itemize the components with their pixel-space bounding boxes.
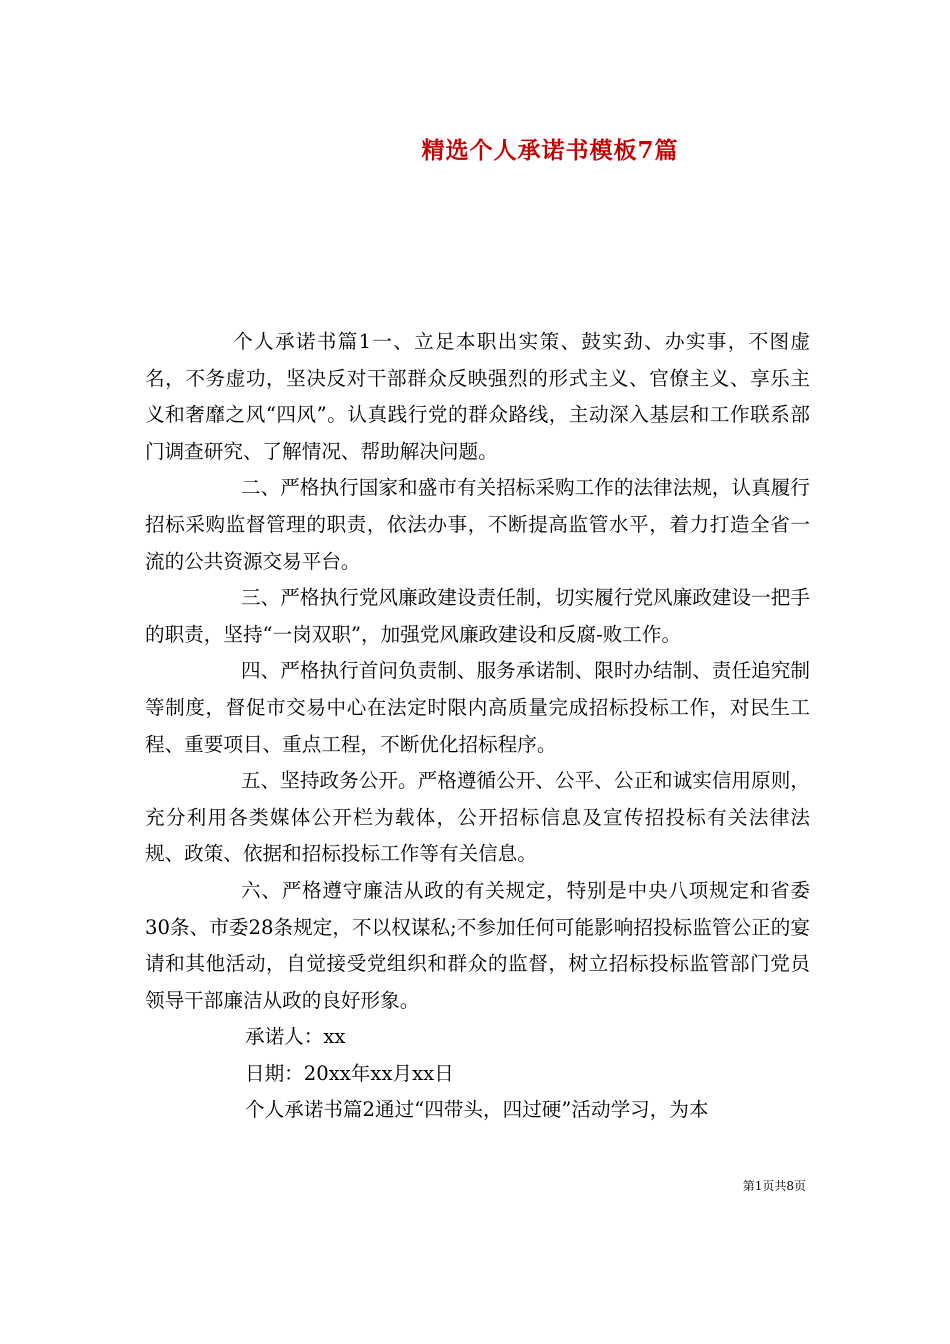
page-number-footer: 第1页共8页 bbox=[742, 1179, 806, 1193]
continuation-line: 个人承诺书篇2通过“四带头，四过硬”活动学习，为本 bbox=[245, 1098, 709, 1122]
date-line: 日期：20xx年xx月xx日 bbox=[245, 1061, 454, 1085]
document-title: 精选个人承诺书模板7篇 bbox=[421, 137, 679, 164]
paragraph-5: 五、坚持政务公开。严格遵循公开、公平、公正和诚实信用原则，充分利用各类媒体公开栏为载体，公开招标信息及宣传招投标有关法律法规、政策、依据和招标投标工作等有关信息。 bbox=[145, 769, 810, 866]
signer-line: 承诺人：xx bbox=[245, 1025, 346, 1049]
paragraph-4: 四、严格执行首问负责制、服务承诺制、限时办结制、责任追究制等制度，督促市交易中心在法定时限内高质量完成招标投标工作，对民生工程、重要项目、重点工程，不断优化招标程序。 bbox=[145, 659, 810, 756]
paragraph-2: 二、严格执行国家和盛市有关招标采购工作的法律法规，认真履行招标采购监督管理的职责，依法办事，不断提高监管水平，着力打造全省一流的公共资源交易平台。 bbox=[145, 476, 810, 573]
paragraph-1: 个人承诺书篇1一、立足本职出实策、鼓实劲、办实事，不图虚名，不务虚功，坚决反对干部群众反映强烈的形式主义、官僚主义、享乐主义和奢靡之风“四风”。认真践行党的群众路线，主动深入基层和工作联系部门调查研究、了解情况、帮助解决问题。 bbox=[145, 330, 810, 463]
paragraph-6: 六、严格遵守廉洁从政的有关规定，特别是中央八项规定和省委30条、市委28条规定，不以权谋私;不参加任何可能影响招投标监管公正的宴请和其他活动，自觉接受党组织和群众的监督，树立招标投标监管部门党员领导干部廉洁从政的良好形象。 bbox=[145, 878, 810, 1012]
document-body bbox=[145, 324, 810, 1129]
paragraph-3: 三、严格执行党风廉政建设责任制，切实履行党风廉政建设一把手的职责，坚持“一岗双职”，加强党风廉政建设和反腐-败工作。 bbox=[145, 586, 810, 646]
